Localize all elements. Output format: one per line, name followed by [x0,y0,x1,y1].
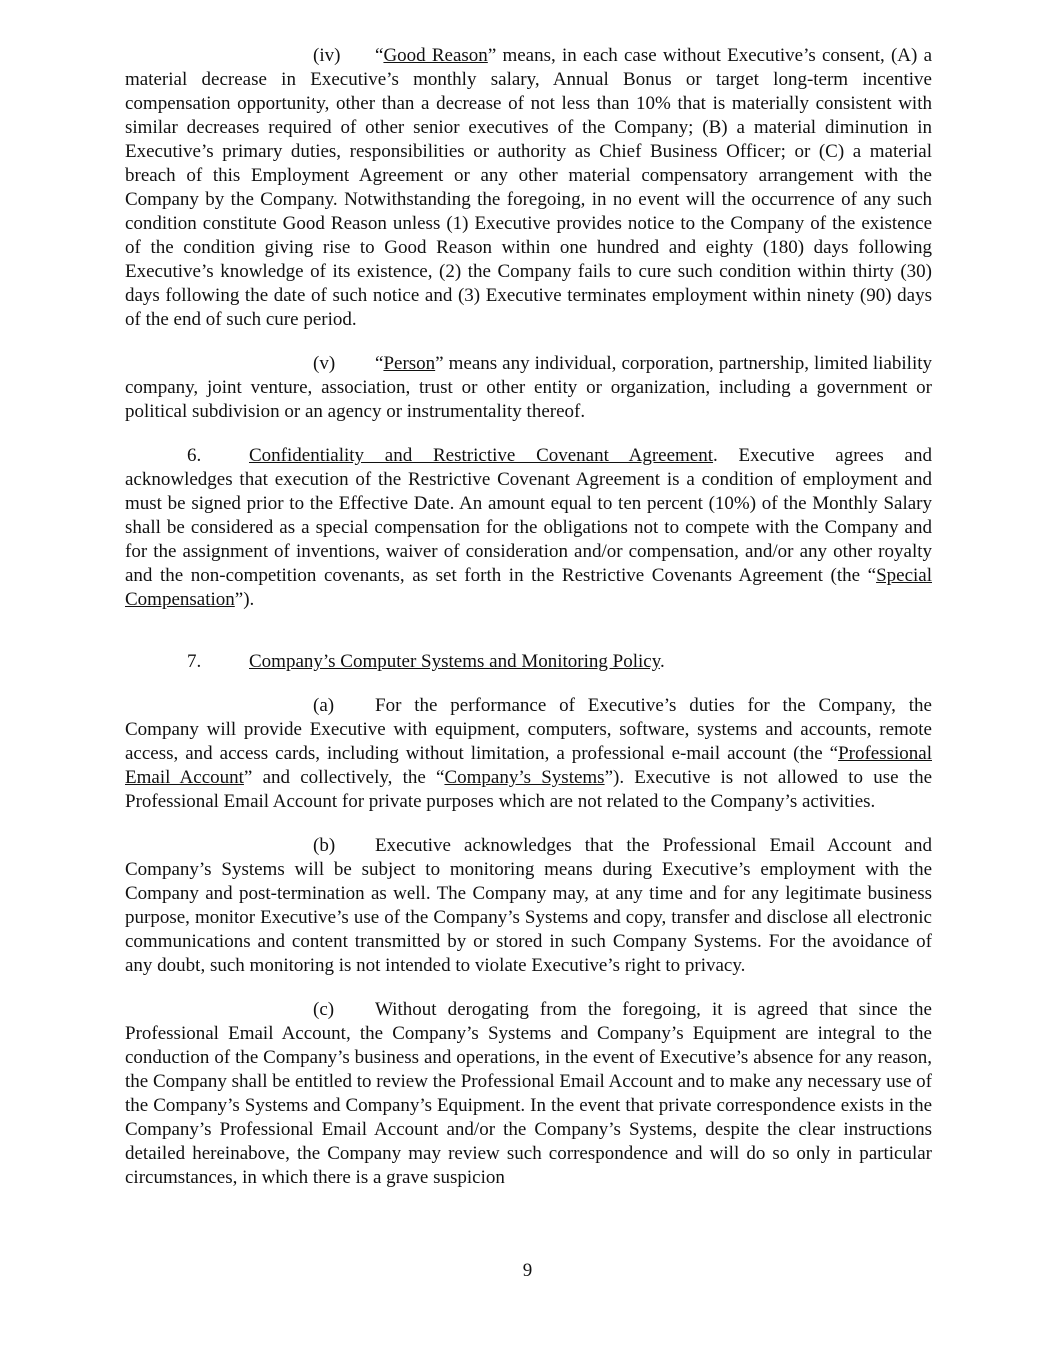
section-7b: (b) Executive acknowledges that the Professional Email Account and Company’s Systems will be subject to monitoring means during Executive’s employment with the Company and post-termination as well. The Company may, at any time and for any legitimate business purpose, monitor Executive’s use of the Company’s Systems and copy, transfer and disclose all electronic communications and content transmitted by or stored in such Company Systems. For the avoidance of any doubt, such monitoring is not intended to violate Executive’s right to privacy. [125,835,932,976]
document-page [125,44,932,1190]
defined-term-professional-email-account: Professional Email Account [125,743,932,788]
section-heading: Company’s Computer Systems and Monitoring Policy [249,651,660,672]
section-number: 6. [187,445,202,466]
page-number: 9 [522,1260,533,1281]
clause-marker: (iv) [313,45,341,66]
section-7-heading: 7. Company’s Computer Systems and Monitoring Policy. [187,651,665,672]
clause-marker: (a) [313,695,335,716]
defined-term-special-compensation: Special Compensation [125,565,932,610]
clause-marker: (v) [313,353,336,374]
definition-good-reason: (iv) “Good Reason” means, in each case without Executive’s consent, (A) a material decrease in Executive’s monthly salary, Annual Bonus or target long-term incentive compensation opportunity, other than a decrease of not less than 10% that is materially consistent with similar decreases required of other senior executives of the Company; (B) a material diminution in Executive’s primary duties, responsibilities or authority as Chief Business Officer; or (C) a material breach of this Employment Agreement or any other material compensatory arrangement with the Company by the Company. Notwithstanding the foregoing, in no event will the occurrence of any such condition constitute Good Reason unless (1) Executive provides notice to the Company of the existence of the condition giving rise to Good Reason within one hundred and eighty (180) days following Executive’s knowledge of its existence, (2) the Company fails to cure such condition within thirty (30) days following the date of such notice and (3) Executive terminates employment within ninety (90) days of the end of such cure period. [125,45,932,330]
defined-term-person: Person [383,353,436,374]
defined-term-companys-systems: Company’s Systems [444,767,605,788]
section-6: 6. Confidentiality and Restrictive Covenant Agreement. Executive agrees and acknowledges that execution of the Restrictive Covenant Agreement is a condition of employment and must be signed prior to the Effective Date. An amount equal to ten percent (10%) of the Monthly Salary shall be considered as a special compensation for the obligations not to compete with the Company and for the assignment of inventions, waiver of consideration and/or compensation, and/or any other royalty and the non-competition covenants, as set forth in the Restrictive Covenants Agreement (the “Special Compensation”). [125,445,932,610]
clause-marker: (b) [313,835,336,856]
section-number: 7. [187,651,202,672]
section-7c: (c) Without derogating from the foregoing, it is agreed that since the Professional Email Account, the Company’s Systems and Company’s Equipment are integral to the conduction of the Company’s business and operations, in the event of Executive’s absence for any reason, the Company shall be entitled to review the Professional Email Account and to make any necessary use of the Company’s Systems and Company’s Equipment. In the event that private correspondence exists in the Company’s Professional Email Account and/or the Company’s Systems, despite the clear instructions detailed hereinabove, the Company may review such correspondence and will do so only in particular circumstances, in which there is a grave suspicion [125,999,932,1188]
defined-term-good-reason: Good Reason [383,45,488,66]
section-7a: (a) For the performance of Executive’s duties for the Company, the Company will provide Executive with equipment, computers, software, systems and accounts, remote access, and access cards, including without limitation, a professional e-mail account (the “Professional Email Account” and collectively, the “Company’s Systems”). Executive is not allowed to use the Professional Email Account for private purposes which are not related to the Company’s activities. [125,695,932,812]
definition-person: (v) “Person” means any individual, corporation, partnership, limited liability company, joint venture, association, trust or other entity or organization, including a government or political subdivision or an agency or instrumentality thereof. [125,353,932,422]
section-heading: Confidentiality and Restrictive Covenant Agreement [249,445,714,466]
clause-marker: (c) [313,999,335,1020]
